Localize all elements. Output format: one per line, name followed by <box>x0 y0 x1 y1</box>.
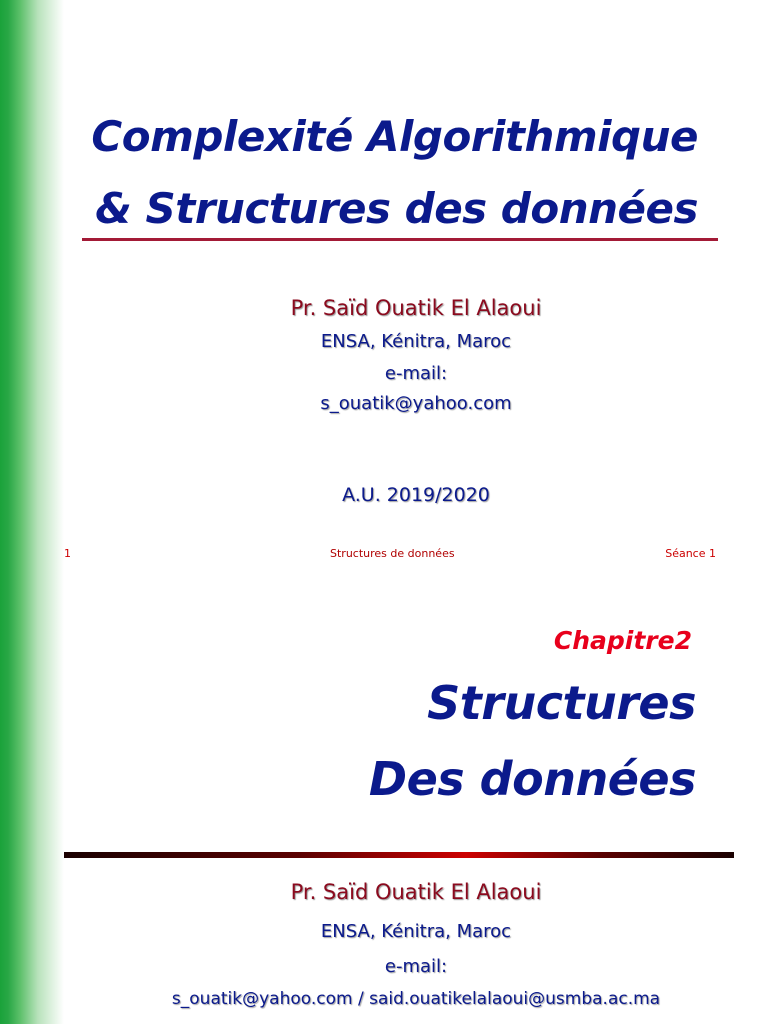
slide1-author: Pr. Saïd Ouatik El Alaoui <box>290 296 542 320</box>
chapter-divider <box>64 852 734 858</box>
academic-year: A.U. 2019/2020 <box>342 484 490 506</box>
slide1-email: s_ouatik@yahoo.com <box>320 393 512 414</box>
slide1-title-line2: & Structures des données <box>95 184 698 233</box>
slide1-email-label: e-mail: <box>384 363 448 384</box>
title-divider <box>82 238 718 241</box>
slide2-emails: s_ouatik@yahoo.com / said.ouatikelalaoui@usmba.ac.ma <box>171 989 661 1009</box>
slide2-title-line2: Des données <box>368 752 696 806</box>
footer-session: Séance 1 <box>665 547 716 560</box>
slide2-author: Pr. Saïd Ouatik El Alaoui <box>290 880 542 904</box>
chapter-label: Chapitre2 <box>553 626 692 655</box>
slide2-title-line1: Structures <box>427 676 696 730</box>
slide2-email-label: e-mail: <box>384 956 448 977</box>
footer-page-number: 1 <box>64 547 71 560</box>
footer-course: Structures de données <box>330 547 455 560</box>
slide2-affiliation: ENSA, Kénitra, Maroc <box>320 921 512 942</box>
slide1-affiliation: ENSA, Kénitra, Maroc <box>320 331 512 352</box>
side-gradient-bar <box>0 0 64 1024</box>
slide1-title-line1: Complexité Algorithmique <box>91 112 698 161</box>
